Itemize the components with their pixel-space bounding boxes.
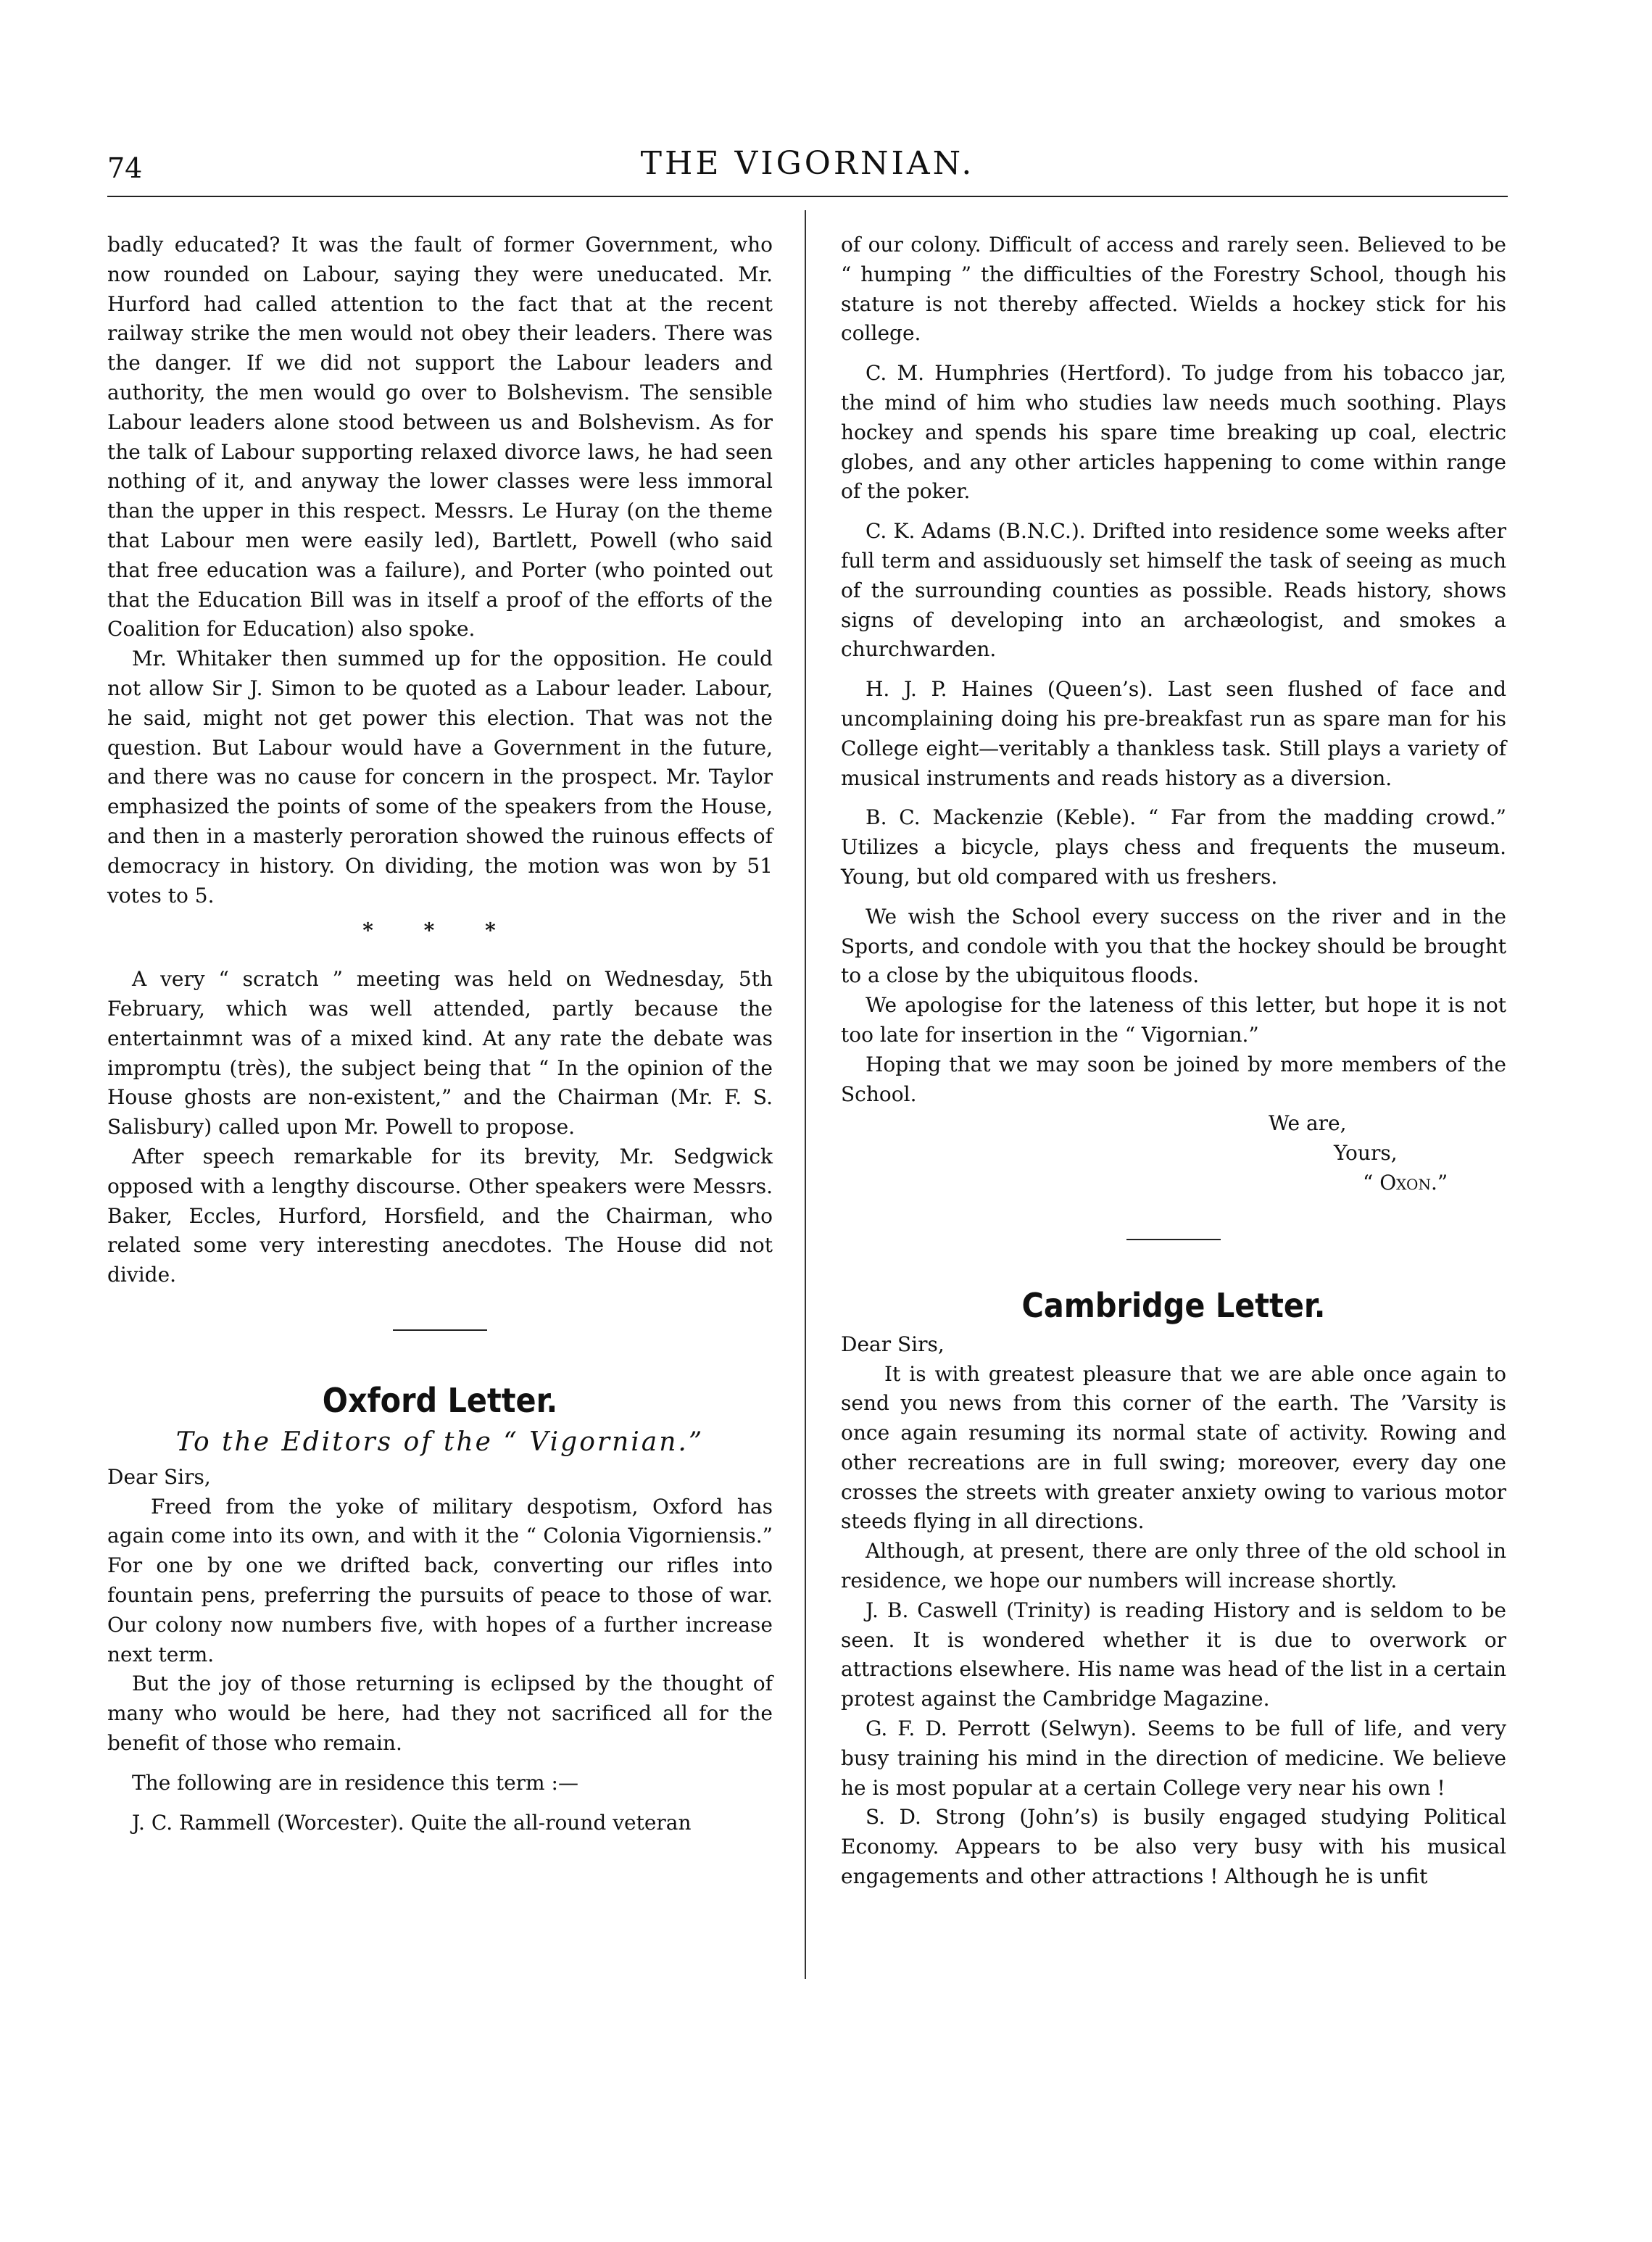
- sedgwick-paragraph: After speech remarkable for its brevity, Mr. Sedgwick opposed with a lengthy discourse. Other speakers were Messrs. Baker, Eccles, Hurford, Horsfield, and the Chairman, who related some very interesting anecdotes. The House did not divide.: [107, 1144, 773, 1287]
- oxford-paragraph-1: Freed from the yoke of military despotism, Oxford has again come into its own, and with it the “ Colonia Vigorniensis.” For one by one we drifted back, converting our rifles into fountain pens, preferring the pursuits of peace to those of war. Our colony now numbers five, with hopes of a further increase next term.: [107, 1494, 773, 1666]
- cambridge-letter-heading: Cambridge Letter.: [1021, 1285, 1326, 1325]
- humphries-entry: C. M. Humphries (Hertford). To judge from his tobacco jar, the mind of him who studies law needs much soothing. Plays hockey and spends his spare time breaking up coal, electric globes, and any other articles happening to come within range of the poker.: [841, 361, 1506, 504]
- section-separator: * * *: [362, 918, 518, 943]
- running-title: THE VIGORNIAN.: [640, 145, 975, 182]
- section-rule: [393, 1329, 487, 1331]
- strong-entry: S. D. Strong (John’s) is busily engaged studying Political Economy. Appears to be also very busy with his musical engagements and other attractions ! Although he is unfit: [841, 1805, 1506, 1889]
- adams-entry: C. K. Adams (B.N.C.). Drifted into residence some weeks after full term and assiduously set himself the task of seeing as much of the surrounding counties as possible. Reads history, shows signs of developing into an archæologist, and smokes a churchwarden.: [841, 519, 1506, 662]
- page-header: [107, 145, 1508, 197]
- debate-paragraph-1: badly educated? It was the fault of former Government, who now rounded on Labour, saying they were uneducated. Mr. Hurford had called attention to the fact that at the recent railway strike the men would not obey their leaders. There was the danger. If we did not support the Labour leaders and authority, the men would go over to Bolshevism. The sensible Labour leaders alone stood between us and Bolshevism. As for the talk of Labour supporting relaxed divorce laws, he had seen nothing of it, and anyway the lower classes were less immoral than the upper in this respect. Messrs. Le Huray (on the theme that Labour men were easily led), Bartlett, Powell (who said that free education was a failure), and Porter (who pointed out that the Education Bill was in itself a proof of the efforts of the Coalition for Education) also spoke.: [107, 233, 773, 642]
- oxford-salutation: Dear Sirs,: [107, 1464, 211, 1489]
- scratch-meeting-paragraph: A very “ scratch ” meeting was held on Wednesday, 5th February, which was well attended, partly because the entertainmnt was of a mixed kind. At any rate the debate was impromptu (très), the subject being that “ In the opinion of the House ghosts are non-existent,” and the Chairman (Mr. F. S. Salisbury) called upon Mr. Powell to propose.: [107, 967, 773, 1139]
- cambridge-paragraph-1: It is with greatest pleasure that we are able once again to send you news from this corner of the earth. The ’Varsity is once again resuming its normal state of activity. Rowing and other recreations are in full swing; moreover, every day one crosses the streets with greater anxiety owing to various motor steeds flying in all directions.: [841, 1361, 1506, 1534]
- debate-paragraph-2: Mr. Whitaker then summed up for the opposition. He could not allow Sir J. Simon to be quoted as a Labour leader. Labour, he said, might not get power this election. That was not the question. But Labour would have a Government in the future, and there was no cause for concern in the prospect. Mr. Taylor emphasized the points of some of the speakers from the House, and then in a masterly peroration showed the ruinous effects of democracy in history. On dividing, the motion was won by 51 votes to 5.: [107, 647, 773, 908]
- right-column: [841, 231, 1506, 1892]
- left-column: [107, 231, 773, 1838]
- oxford-letter-subheading: To the Editors of the “ Vigornian.”: [175, 1427, 705, 1457]
- signoff-line-1: We are,: [1269, 1111, 1347, 1136]
- hoping-paragraph: Hoping that we may soon be joined by more members of the School.: [841, 1052, 1506, 1106]
- rammell-entry-continued: of our colony. Difficult of access and rarely seen. Believed to be “ humping ” the difficulties of the Forestry School, though his stature is not thereby affected. Wields a hockey stick for his college.: [841, 233, 1506, 346]
- page-number: 74: [107, 152, 143, 184]
- perrott-entry: G. F. D. Perrott (Selwyn). Seems to be full of life, and very busy training his mind in the direction of medicine. We believe he is most popular at a certain College very near his own !: [841, 1716, 1506, 1800]
- haines-entry: H. J. P. Haines (Queen’s). Last seen flushed of face and uncomplaining doing his pre-breakfast run as spare man for his College eight—veritably a thankless task. Still plays a variety of musical instruments and reads history as a diversion.: [841, 677, 1506, 790]
- rammell-entry-start: J. C. Rammell (Worcester). Quite the all-round veteran: [132, 1810, 692, 1835]
- oxford-letter-heading: Oxford Letter.: [322, 1380, 558, 1420]
- signoff-line-3: “ Oxon.”: [1363, 1170, 1448, 1195]
- mackenzie-entry: B. C. Mackenzie (Keble). “ Far from the madding crowd.” Utilizes a bicycle, plays chess and frequents the museum. Young, but old compared with us freshers.: [841, 805, 1506, 889]
- wish-paragraph: We wish the School every success on the river and in the Sports, and condole with you that the hockey should be brought to a close by the ubiquitous floods.: [841, 904, 1506, 988]
- column-divider: [805, 210, 806, 1979]
- cambridge-paragraph-2: Although, at present, there are only three of the old school in residence, we hope our numbers will increase shortly.: [841, 1539, 1506, 1593]
- oxford-paragraph-3: The following are in residence this term :—: [132, 1770, 578, 1795]
- cambridge-salutation: Dear Sirs,: [841, 1332, 945, 1356]
- apologise-paragraph: We apologise for the lateness of this letter, but hope it is not too late for insertion in the “ Vigornian.”: [841, 993, 1506, 1047]
- section-rule: [1126, 1239, 1221, 1240]
- oxford-paragraph-2: But the joy of those returning is eclipsed by the thought of many who would be here, had they not sacrificed all for the benefit of those who remain.: [107, 1672, 773, 1756]
- caswell-entry: J. B. Caswell (Trinity) is reading History and is seldom to be seen. It is wondered whether it is due to overwork or attractions elsewhere. His name was head of the list in a certain protest against the Cambridge Magazine.: [841, 1598, 1506, 1711]
- signoff-line-2: Yours,: [1334, 1141, 1398, 1166]
